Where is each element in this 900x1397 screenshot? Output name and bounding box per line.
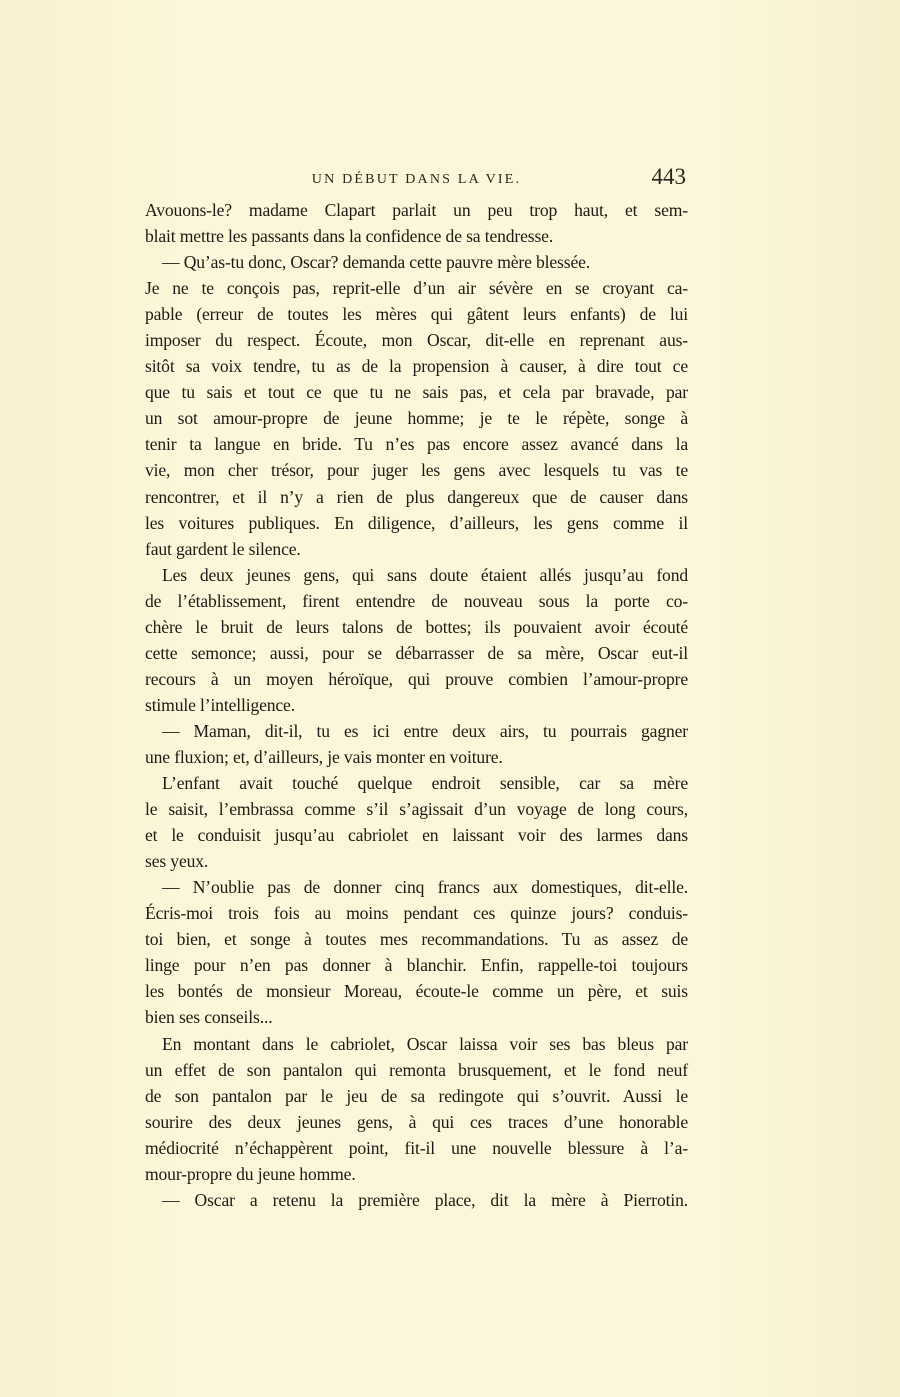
text-line: Les deux jeunes gens, qui sans doute étaient allés jusqu’au fond	[162, 564, 688, 585]
text-line: sourire des deux jeunes gens, à qui ces traces d’une honorable	[145, 1111, 688, 1132]
text-line: En montant dans le cabriolet, Oscar laissa voir ses bas bleus par	[162, 1033, 688, 1054]
text-line: cette semonce; aussi, pour se débarrasser de sa mère, Oscar eut-il	[145, 642, 688, 663]
text-line: tenir ta langue en bride. Tu n’es pas encore assez avancé dans la	[145, 434, 688, 455]
text-line: recours à un moyen héroïque, qui prouve combien l’amour-propre	[145, 668, 688, 689]
text-line: stimule l’intelligence.	[145, 694, 295, 715]
text-line: un sot amour-propre de jeune homme; je te le répète, songe à	[145, 408, 688, 429]
text-line: faut gardent le silence.	[145, 538, 301, 559]
text-line: que tu sais et tout ce que tu ne sais pas, et cela par bravade, par	[145, 382, 688, 403]
text-line: linge pour n’en pas donner à blanchir. Enfin, rappelle-toi toujours	[145, 955, 688, 976]
text-line: vie, mon cher trésor, pour juger les gens avec lesquels tu vas te	[145, 460, 688, 481]
text-line: — Qu’as-tu donc, Oscar? demanda cette pauvre mère blessée.	[162, 252, 591, 273]
text-line: et le conduisit jusqu’au cabriolet en laissant voir des larmes dans	[145, 825, 688, 846]
text-line: sitôt sa voix tendre, tu as de la propension à causer, à dire tout ce	[145, 356, 688, 377]
text-line: les voitures publiques. En diligence, d’ailleurs, les gens comme il	[145, 512, 688, 533]
text-line: le saisit, l’embrassa comme s’il s’agissait d’un voyage de long cours,	[145, 799, 688, 820]
text-line: L’enfant avait touché quelque endroit sensible, car sa mère	[162, 773, 688, 794]
page-number: 443	[651, 164, 686, 189]
running-title: UN DÉBUT DANS LA VIE.	[311, 172, 522, 187]
text-line: imposer du respect. Écoute, mon Oscar, dit-elle en reprenant aus-	[145, 330, 688, 351]
text-line: pable (erreur de toutes les mères qui gâtent leurs enfants) de lui	[145, 304, 688, 325]
text-line: de l’établissement, firent entendre de nouveau sous la porte co-	[145, 590, 688, 611]
text-line: Avouons-le? madame Clapart parlait un peu trop haut, et sem-	[145, 200, 688, 220]
text-line: toi bien, et songe à toutes mes recommandations. Tu as assez de	[145, 929, 688, 950]
text-line: mour-propre du jeune homme.	[145, 1163, 356, 1184]
text-line: de son pantalon par le jeu de sa redingote qui s’ouvrit. Aussi le	[145, 1085, 688, 1106]
text-line: blait mettre les passants dans la confidence de sa tendresse.	[145, 226, 554, 247]
text-line: — N’oublie pas de donner cinq francs aux domestiques, dit-elle.	[162, 877, 688, 898]
text-line: une fluxion; et, d’ailleurs, je vais monter en voiture.	[145, 746, 503, 767]
text-line: rencontrer, et il n’y a rien de plus dangereux que de causer dans	[145, 486, 688, 507]
body-text	[145, 197, 688, 1213]
text-line: Je ne te conçois pas, reprit-elle d’un air sévère en se croyant ca-	[145, 278, 688, 299]
text-line: — Maman, dit-il, tu es ici entre deux airs, tu pourrais gagner	[162, 720, 688, 741]
text-line: Écris-moi trois fois au moins pendant ces quinze jours? conduis-	[145, 903, 688, 924]
text-line: médiocrité n’échappèrent point, fit-il une nouvelle blessure à l’a-	[145, 1137, 688, 1158]
text-line: les bontés de monsieur Moreau, écoute-le comme un père, et suis	[145, 981, 688, 1002]
text-line: un effet de son pantalon qui remonta brusquement, et le fond neuf	[145, 1059, 688, 1080]
running-head	[145, 166, 688, 192]
text-line: ses yeux.	[145, 851, 209, 872]
text-line: chère le bruit de leurs talons de bottes; ils pouvaient avoir écouté	[145, 616, 688, 637]
text-line: — Oscar a retenu la première place, dit la mère à Pierrotin.	[162, 1189, 688, 1210]
text-line: bien ses conseils...	[145, 1007, 273, 1028]
